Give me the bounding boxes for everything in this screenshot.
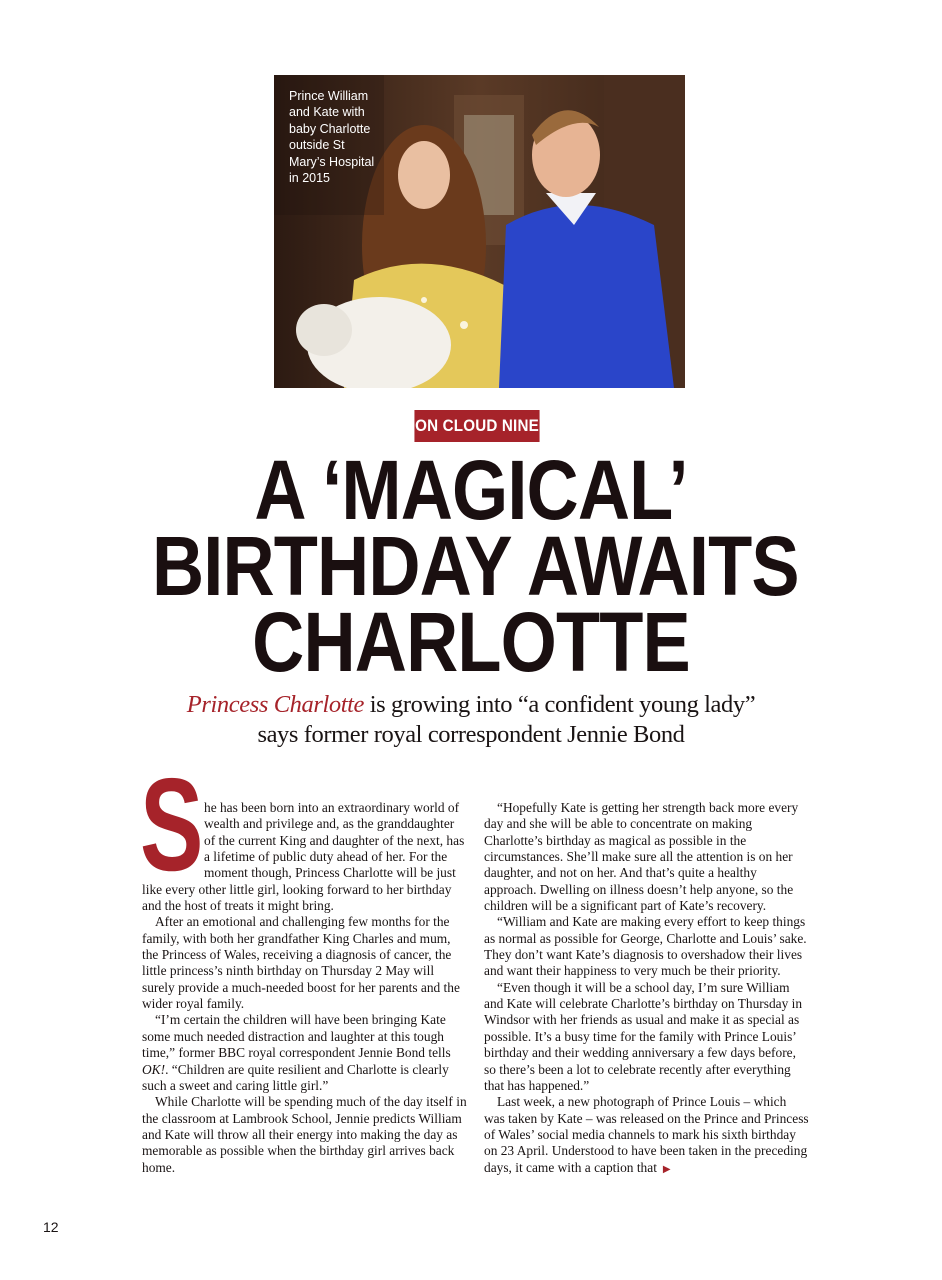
article-column-right	[484, 800, 810, 1178]
standfirst-line-1: is growing into “a confident young lady”	[364, 691, 756, 718]
article-paragraph	[142, 1012, 468, 1094]
paragraph-text: he has been born into an extraordinary world of wealth and privilege and, as the granddaughter of the current King and daughter of the next, has a lifetime of public duty ahead of her. For the moment though, Princess Charlotte will be just like every other little girl, looking forward to her birthday and the host of treats it might bring.	[142, 800, 465, 914]
headline-line-1: A ‘MAGICAL’	[254, 443, 688, 537]
lead-photo	[274, 75, 685, 388]
page-number: 12	[43, 1219, 59, 1235]
paragraph-text: . “Children are quite resilient and Charlotte is clearly such a sweet and caring little girl.”	[142, 1061, 449, 1093]
article-paragraph	[484, 1094, 810, 1178]
paragraph-text: “I’m certain the children will have been bringing Kate some much needed distraction and laughter at this tough time,” former BBC royal correspondent Jennie Bond tells	[142, 1012, 451, 1061]
headline-line-3: CHARLOTTE	[252, 595, 690, 689]
section-kicker: ON CLOUD NINE	[414, 410, 539, 442]
article-paragraph: “Hopefully Kate is getting her strength back more every day and she will be able to concentrate on making Charlotte’s birthday as magical as possible in the circumstances. She’ll make sure all the attention is on her daughter, and not on her. And that’s quite a healthy approach. Dwelling on illness doesn’t help anyone, so the children will be a significant part of Kate’s recovery.	[484, 800, 799, 914]
article-paragraph	[140, 751, 468, 914]
standfirst	[150, 690, 792, 750]
article-column-left	[140, 751, 468, 1176]
photo-caption: Prince William and Kate with baby Charlotte outside St Mary’s Hospital in 2015	[289, 89, 375, 186]
article-paragraph: “William and Kate are making every effort to keep things as normal as possible for George, Charlotte and Louis’ sake. They don’t want Kate’s diagnosis to overshadow their lives and want their happiness to very much be their priority.	[484, 914, 807, 979]
article-paragraph: After an emotional and challenging few months for the family, with both her grandfather King Charles and mum, the Princess of Wales, receiving a diagnosis of cancer, the little princess’s ninth birthday on Thursday 2 May will surely provide a much-needed boost for her parents and the wider royal family.	[142, 914, 460, 1012]
standfirst-line-2: says former royal correspondent Jennie Bond	[257, 721, 685, 748]
article-paragraph: “Even though it will be a school day, I’m sure William and Kate will celebrate Charlotte’s birthday on Thursday in Windsor with her friends as usual and make it as special as possible. It’s a busy time for the family with Prince Louis’ birthday and their wedding anniversary a few days before, so there’s been a lot to celebrate recently after everything that has happened.”	[484, 979, 803, 1093]
continue-arrow-icon: ▶	[662, 1163, 671, 1175]
paragraph-text: Last week, a new photograph of Prince Louis – which was taken by Kate – was released on the Prince and Princess of Wales’ social media channels to mark his sixth birthday on 23 April. Understood to have been taken in the preceding days, it came with a caption that	[484, 1094, 809, 1175]
article-paragraph: While Charlotte will be spending much of the day itself in the classroom at Lambrook School, Jennie predicts William and Kate will throw all their energy into making the day as memorable as possible when the birthday girl arrives back home.	[142, 1094, 467, 1175]
standfirst-name: Princess Charlotte	[186, 691, 365, 718]
headline-line-2: BIRTHDAY AWAITS	[151, 519, 799, 613]
drop-cap: S	[140, 751, 204, 898]
magazine-name: OK!	[142, 1061, 166, 1077]
headline	[100, 443, 842, 689]
